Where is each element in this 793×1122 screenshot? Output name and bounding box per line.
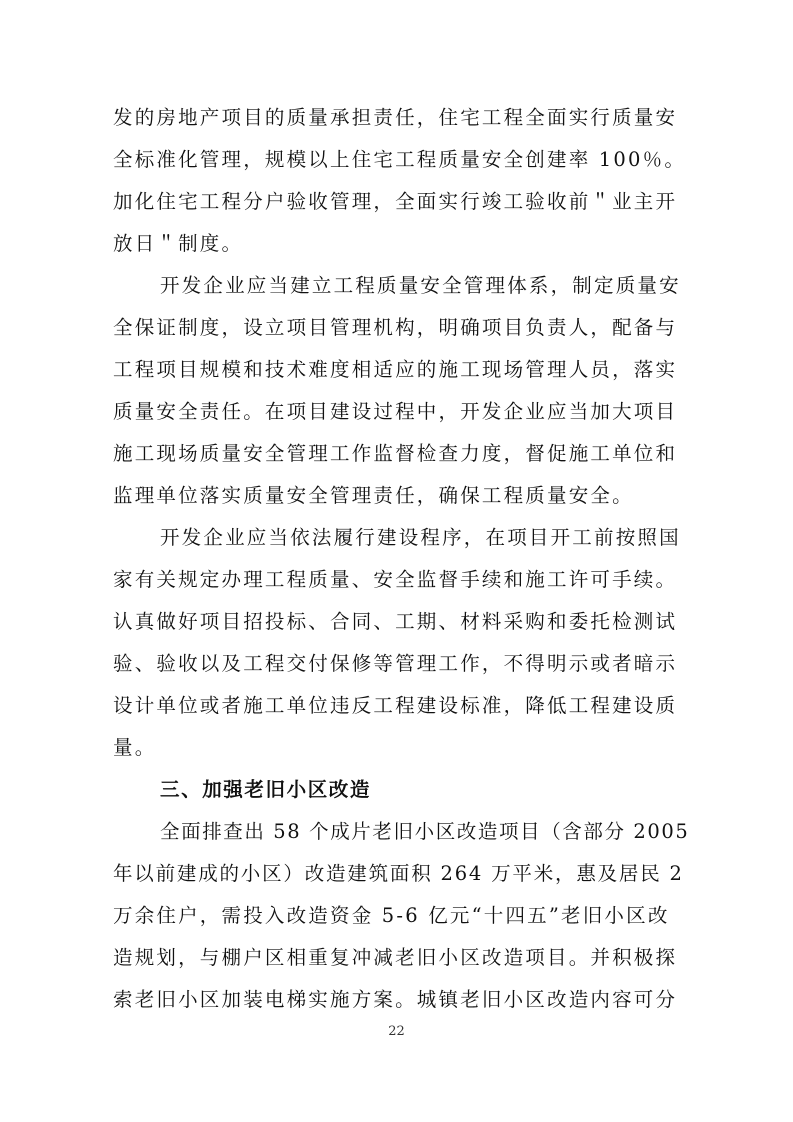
text-line: 工程项目规模和技术难度相适应的施工现场管理人员，落实	[113, 358, 678, 381]
text-line: 量。	[113, 736, 157, 759]
text-line: 设计单位或者施工单位违反工程建设标准，降低工程建设质	[113, 694, 678, 717]
text-line: 放日＂制度。	[113, 232, 244, 255]
text-line: 全保证制度，设立项目管理机构，明确项目负责人，配备与	[113, 316, 678, 339]
section-heading: 三、加强老旧小区改造	[160, 778, 372, 801]
text-line: 全面排查出 58 个成片老旧小区改造项目（含部分 2005	[160, 820, 690, 843]
text-line: 质量安全责任。在项目建设过程中，开发企业应当加大项目	[113, 400, 678, 423]
text-line: 加化住宅工程分户验收管理，全面实行竣工验收前＂业主开	[113, 190, 678, 213]
text-line: 索老旧小区加装电梯实施方案。城镇老旧小区改造内容可分	[113, 988, 678, 1011]
text-line: 万余住户，需投入改造资金 5-6 亿元“十四五”老旧小区改	[113, 904, 670, 927]
text-line: 造规划，与棚户区相重复冲减老旧小区改造项目。并积极探	[113, 946, 678, 969]
text-line: 全标准化管理，规模以上住宅工程质量安全创建率 100％。	[113, 148, 687, 171]
text-line: 监理单位落实质量安全管理责任，确保工程质量安全。	[113, 484, 634, 507]
text-line: 认真做好项目招投标、合同、工期、材料采购和委托检测试	[113, 610, 678, 633]
text-line: 验、验收以及工程交付保修等管理工作，不得明示或者暗示	[113, 652, 678, 675]
text-line: 开发企业应当建立工程质量安全管理体系，制定质量安	[160, 274, 681, 297]
text-line: 发的房地产项目的质量承担责任，住宅工程全面实行质量安	[113, 106, 678, 129]
text-line: 施工现场质量安全管理工作监督检查力度，督促施工单位和	[113, 442, 678, 465]
page-number: 22	[388, 1024, 405, 1039]
text-line: 开发企业应当依法履行建设程序，在项目开工前按照国	[160, 526, 681, 549]
text-line: 年以前建成的小区）改造建筑面积 264 万平米，惠及居民 2	[113, 862, 684, 885]
text-line: 家有关规定办理工程质量、安全监督手续和施工许可手续。	[113, 568, 678, 591]
